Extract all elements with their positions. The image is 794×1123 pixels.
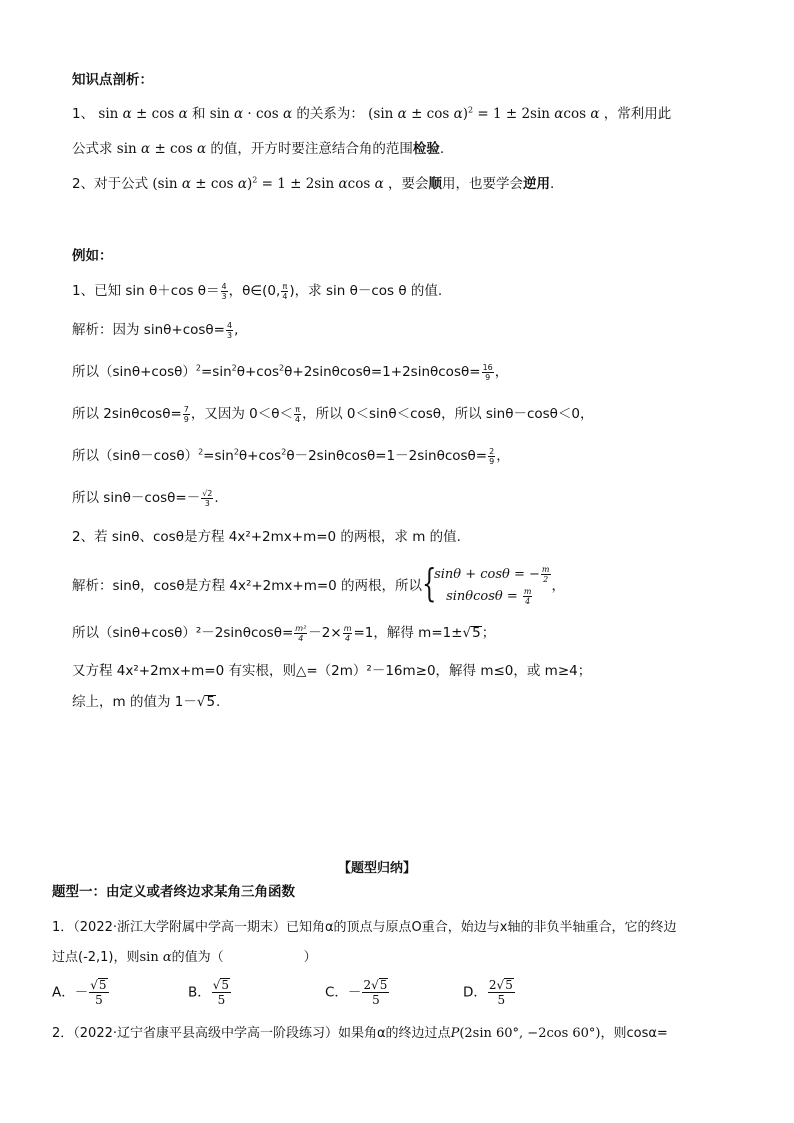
example-2-step-4: 综上，m 的值为 1－√5. (72, 694, 221, 710)
choice-d[interactable]: D． $\frac{2√5}{5}$ (463, 978, 513, 1007)
example-2-step-2: 所以（sinθ+cosθ）²－2sinθcosθ= $\frac{\text{m²}}{4}$ －2× $\frac{m}{4}$ =1，解得 m=1±√5； (72, 623, 496, 643)
example-1-question: 1、已知 sin θ＋cos θ＝ $\frac{4}{3}$ ，θ∈(0, $\frac{\pi}{4}$ )，求 sin θ－cos θ 的值. (72, 281, 443, 301)
section-title: 题型一：由定义或者终边求某角三角函数 (52, 884, 295, 900)
section-header: 【题型归纳】 (338, 861, 417, 876)
example-2-step-1: 解析：sinθ，cosθ是方程 4x²+2mx+m=0 的两根，所以 { sinθ + cosθ = − $\frac{m}{2}$ sinθcosθ = $\frac{m}{4}$ ， (72, 561, 565, 606)
example-1-step-5: 所以 sinθ－cosθ=－ $\frac{√2}{3}$ . (72, 488, 219, 508)
choice-a[interactable]: A．－ $\frac{√5}{5}$ (52, 978, 107, 1007)
example-heading: 例如： (72, 248, 113, 264)
formula-square: (sin α ± cos α)$^2$ = 1 ± 2sin αcos α (368, 105, 600, 122)
problem-1-line-2: 过点(-2,1)，则sin α的值为（ ） (52, 950, 317, 965)
equation-system: { sinθ + cosθ = − $\frac{m}{2}$ sinθcosθ = $\frac{m}{4}$ (422, 561, 550, 606)
knowledge-item-2: 2、对于公式 (sin α ± cos α)$^2$ = 1 ± 2sin αcos α ，要会顺用，也要学会逆用. (72, 175, 555, 192)
knowledge-heading: 知识点剖析： (72, 72, 153, 88)
example-2-step-3: 又方程 4x²+2mx+m=0 有实根，则△=（2m）²－16m≥0，解得 m≤0，或 m≥4； (72, 663, 592, 679)
example-1-step-4: 所以$(\sin\theta-\cos\theta)^2=\sin^2\theta+\cos^2\theta-2\sin\theta\cos\theta=1-2\sin\theta\cos\theta=$ $\frac{2}{9}$ ， (72, 446, 510, 466)
example-1-step-3: 所以 2sinθcosθ= $\frac{7}{9}$ ，又因为 0＜θ＜ $\frac{\pi}{4}$ ，所以 0＜sinθ＜cosθ，所以 sinθ－cosθ＜0， (72, 404, 594, 424)
knowledge-item-1-line-1: 1、 sin α ± cos α 和 sin α · cos α 的关系为： (sin α ± cos α)$^2$ = 1 ± 2sin αcos α ，常利用此 (72, 105, 672, 122)
example-2-question: 2、若 sinθ、cosθ是方程 4x²+2mx+m=0 的两根，求 m 的值. (72, 529, 461, 545)
knowledge-item-1-line-2: 公式求 sin α ± cos α 的值，开方时要注意结合角的范围检验. (72, 141, 445, 157)
problem-2-line-1: 2．（2022·辽宁省康平县高级中学高一阶段练习）如果角α的终边过点P(2sin 60°, −2cos 60°)，则cosα= (52, 1026, 668, 1041)
choice-b[interactable]: B． $\frac{√5}{5}$ (188, 978, 230, 1007)
problem-1-line-1: 1．（2022·浙江大学附属中学高一期末）已知角α的顶点与原点O重合，始边与x轴的非负半轴重合，它的终边 (52, 920, 677, 935)
example-1-step-1: 解析：因为 sinθ+cosθ= $\frac{4}{3}$ , (72, 320, 239, 340)
choice-c[interactable]: C．－ $\frac{2√5}{5}$ (325, 978, 388, 1007)
example-1-step-2: 所以$(\sin\theta+\cos\theta)^2=\sin^2\theta+\cos^2\theta+2\sin\theta\cos\theta=1+2\sin\theta\cos\theta=$ $\frac{16}{9}$ ， (72, 362, 509, 382)
